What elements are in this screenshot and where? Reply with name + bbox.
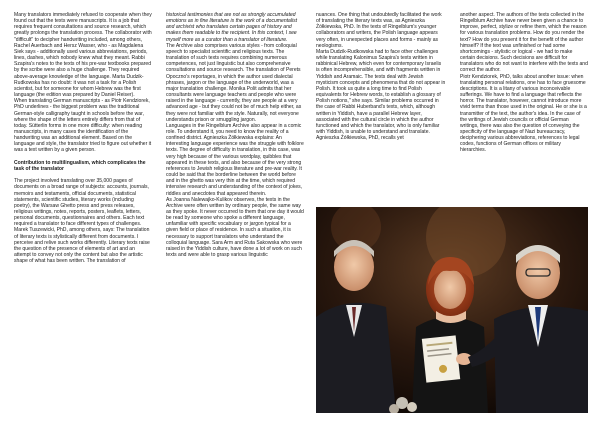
paragraph: Many translators immediately refused to cooperate when they found out that the texts were manuscripts. It is a job that requires frequent consultations and source research, which greatly prolongs the translation process. The collaborator with "difficult" to decipher handwriting included, among others, Rachel Auerbach and Hersz Wasser, who - as Magdalena Siek says - additionally used various abbreviations, periods, lines, dashes, which nobody knew what they meant. Rabbi Szapira's notes to the texts of his pre-war textbooks prepared by the scribe were also a huge challenge. They required above-average knowledge of the language. Marta Dudzik-Rudkowska has no doubt: it was not a task for a Polish scientist, but for someone for whom Hebrew was the first language (the edition was prepared by Daniel Reiser). — [14, 12, 152, 99]
text-column-1 — [14, 12, 152, 422]
paragraph: historical testimonies that are not as strongly accumulated emotions as in fine literature is the work of a documentalist and archivist who translates certain pages of history and makes them readable to the recipient. In this context, I see myself more as a curator than a translator of literature. — [166, 12, 298, 43]
paragraph: Piotr Kendziorek, PhD, talks about another issue: when translating personal relations, one has to face gruesome descriptions. It is a litany of various inconceivable sufferings. We have to find a language that reflects the horror. The translator, however, cannot introduce more vivid terms than those used in the original. He or she is a transmitter of the text, the author's idea. In the case of the writings of Jewish councils or official German writings, there was also the question of conveying the specificity of the language of Nazi bureaucracy, deciphering various abbreviations, references to legal codes, functions of German offices or military hierarchies. — [460, 73, 587, 154]
paragraph: The Archive also comprises various styles - from colloquial speech to specialist scientific and religious texts. The translation of such texts requires combining numerous competences, not just linguistic but also comprehensive consultations and source research. The translation of Perets Opoczno's reportages, in which the author used dialectal phrases, jargon or the language of the underworld, was a major translation challenge. Monika Polit admits that her consultants were language teachers and people who were raised in the language - currently, they are people at a very advanced age - but they could not be of much help either, as they were not familiar with the style. Naturally, not everyone understands prison or smuggling jargon. — [166, 42, 302, 123]
text-column-4 — [460, 12, 588, 212]
paragraph: nuances. One thing that undoubtedly facilitated the work of translating the literary texts was, as Agnieszka Żółkiewska, PhD. In the texts of Ringelblum's younger collaborators and writers, the Polish language appears very often, in unexpected places and forms - mainly as neologisms. — [316, 12, 442, 49]
paragraph: Languages in the Ringelblum Archive also appear in a comic role. To understand it, you need to know the reality of a confined district. Agnieszka Żółkiewska explains: An interesting language experience was the struggle with folklore texts. The degree of difficulty in translation, in this case, was very high because of the various wordplay, quibbles that appeared in these texts, and also because of the very strong references to Jewish religious literature and pre-war reality. It could be said that the borderline between the world before and in the ghetto was very thin at the time, which required intensive research and understanding of the context of jokes, riddles and anecdotes that appeared therein. — [166, 122, 304, 197]
paragraph: The project involved translating over 35,000 pages of documents on a broad range of subjects: accounts, journals, memoirs and testaments, official documents, statistical statements, scientific studies, literary works (including poetry), the Warsaw Ghetto press and press releases, religious writings, notes, reports, posters, leaflets, letters, personal documents, questionnaires and others. Each text required a translator to face different types of challenges. Marek Tuszewicki, PhD, among others, says: The translation of literary texts is stylistically different from documents. I perceive and relive such works differently. Literary texts raise the question of the presence of elements of art and an attempt to convey not only the content but also the artistic shape of what has been written. The translation of — [14, 178, 150, 265]
paragraph: As Joanna Nalewajko-Kulikov observes, the texts in the Archive were often written by ordinary people, the same way as they spoke. It never occurred to them that one day it would be read by someone who spoke a different language, unfamiliar with specific vocabulary or jargon typical for a given field or place of residence. In such a situation, it is necessary to support translators who understand the colloquial language. Sara Arm and Ruta Sakowska who were raised in the Yiddish culture, have done a lot of work on such texts and were able to grasp various linguistic — [166, 196, 304, 259]
paragraph: When translating German manuscripts - as Piotr Kendziorek, PhD underlines - the biggest problem was the traditional German-style calligraphy taught in schools before the war, where the shape of the letters entirely differs from that of today. Sütterlin forms in one more difficulty: when reading manuscripts, in many cases the identification of the handwriting was an additional element. Based on the language and style, the translator tried to figure out whether it was a text written by a given person. — [14, 98, 152, 154]
paragraph: Marta Dudzik-Rudkowska had to face other challenges while translating Kalonimus Szapira's texts written in rabbinical Hebrew, which even for contemporary Israelis is often incomprehensible, and with fragments written in Yiddish and Aramaic. The texts deal with Jewish mysticism concepts and phenomena that do not appear in Polish. It took us quite a long time to find Polish equivalents for Hebrew words, to establish a glossary of Polish notions," she says. Similar problems occurred in the case of Rabbi Huberband's texts, which, although written in Yiddish, have a parallel Hebrew layer, associated with the cultural circle in which the author functioned and which the translator, who is only familiar with Yiddish, is unable to understand and translate. Agnieszka Żółkiewska, PhD, recalls yet — [316, 48, 446, 142]
section-heading: Contribution to multilingualism, which complicates the task of the translator — [14, 159, 146, 172]
text-column-2 — [166, 12, 304, 422]
paragraph: another aspect. The authors of the texts collected in the Ringelblum Archive have never been given a chance to improve, perfect, stylize or refine them, which the reason for various translation problems. How do you render the text? How do you present it for the benefit of the author himself? If the text was unfinished or had some shortcomings - stylistic or logical - we had to make certain decisions. Such decisions are difficult for translators who do not want to interfere with the texts and correct the author. — [460, 12, 588, 74]
award-ceremony-photo — [316, 207, 588, 413]
photo-illustration — [316, 207, 588, 413]
text-column-3 — [316, 12, 446, 212]
